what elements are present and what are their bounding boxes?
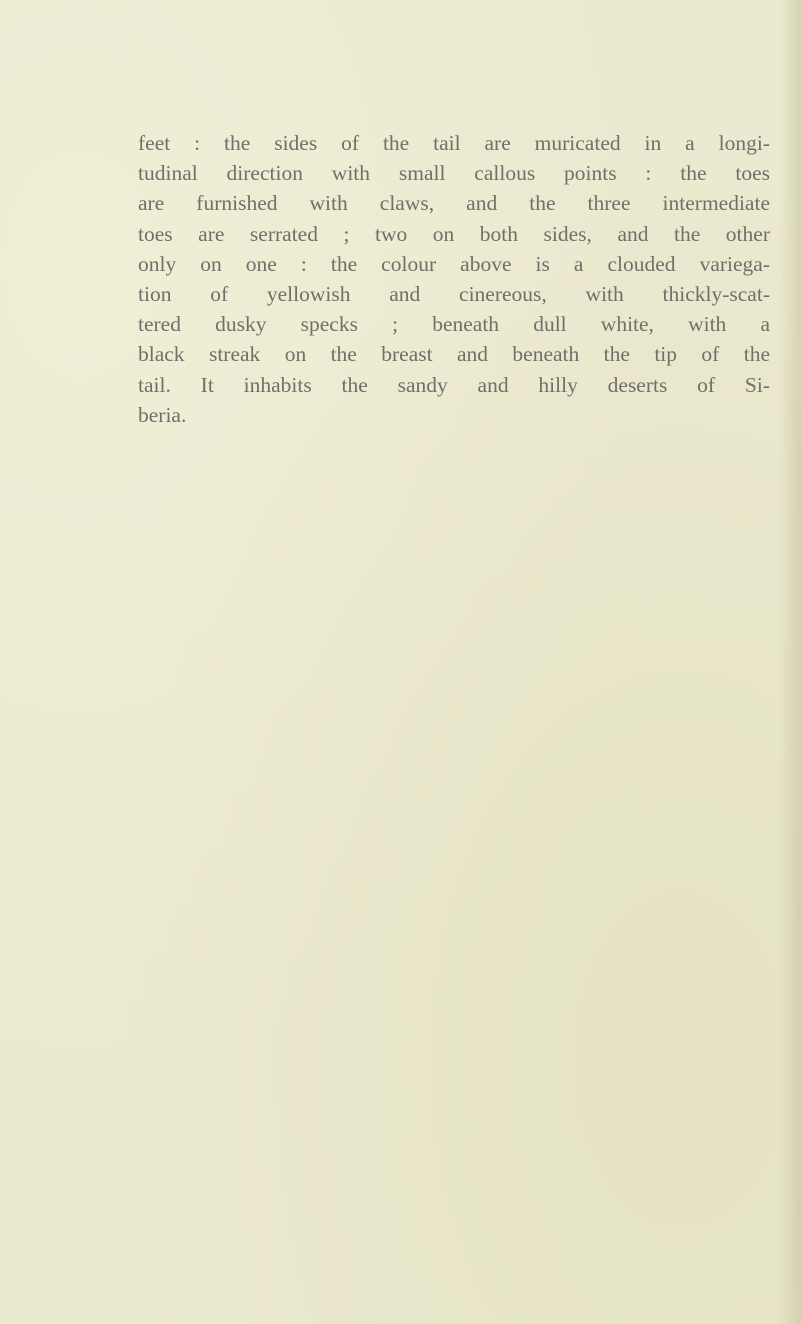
text-line: black streak on the breast and beneath the tip of the xyxy=(138,342,770,367)
text-line: only on one : the colour above is a clouded variega- xyxy=(138,251,770,276)
text-line: toes are serrated ; two on both sides, and the other xyxy=(138,221,770,246)
body-text xyxy=(138,128,770,430)
page-edge-shadow xyxy=(779,0,801,1324)
text-line: beria. xyxy=(138,402,187,427)
text-line: feet : the sides of the tail are muricated in a longi- xyxy=(138,131,770,155)
text-line: tail. It inhabits the sandy and hilly deserts of Si- xyxy=(138,372,770,397)
text-line: tion of yellowish and cinereous, with thickly-scat- xyxy=(138,281,770,306)
text-line: are furnished with claws, and the three intermediate xyxy=(138,191,770,216)
text-line: tudinal direction with small callous points : the toes xyxy=(138,161,770,186)
text-line: tered dusky specks ; beneath dull white, with a xyxy=(138,312,770,337)
